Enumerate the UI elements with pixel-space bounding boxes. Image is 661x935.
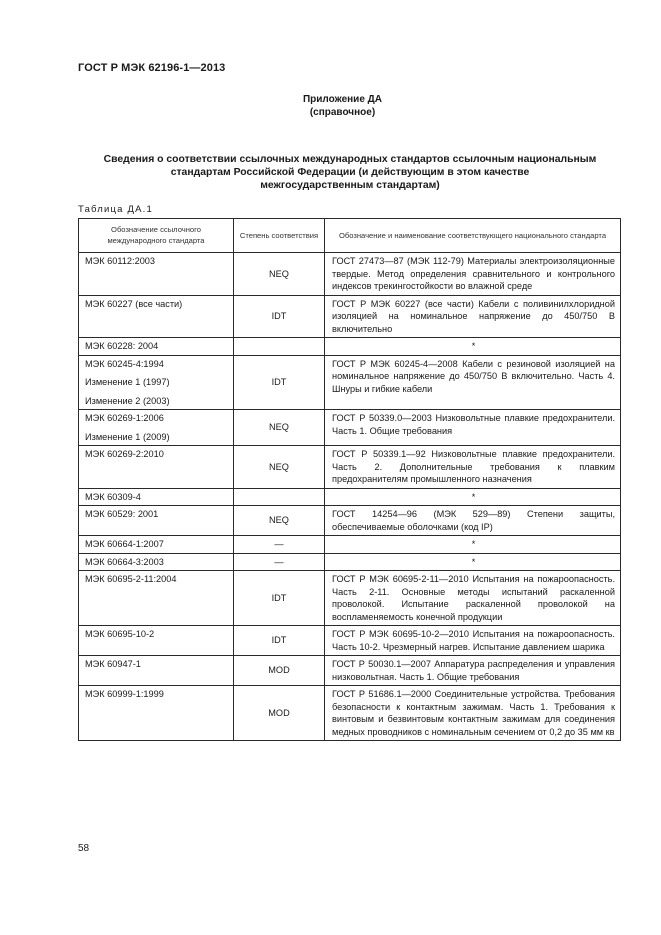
table-row — [79, 536, 621, 554]
national-standard-cell: ГОСТ Р МЭК 60695-10-2—2010 Испытания на пожароопасность. Часть 10-2. Чрезмерный нагрев. Испытание давлением шарика — [325, 626, 621, 656]
international-standard-cell — [79, 686, 234, 741]
page-number: 58 — [78, 843, 90, 854]
international-standard-ref: МЭК 60664-3:2003 — [85, 556, 164, 567]
table-row — [79, 553, 621, 571]
national-standard-cell: ГОСТ Р 50339.0—2003 Низковольтные плавкие предохранители. Часть 1. Общие требования — [325, 410, 621, 446]
international-standard-cell — [79, 553, 234, 571]
table-label: Таблица ДА.1 — [78, 204, 153, 215]
international-standard-ref: МЭК 60309-4 — [85, 491, 141, 502]
header-international-standard: Обозначение ссылочного международного стандарта — [79, 219, 234, 253]
national-standard-cell: * — [325, 488, 621, 506]
international-standard-ref: МЭК 60999-1:1999 — [85, 689, 164, 699]
table-row — [79, 656, 621, 686]
national-standard-cell: ГОСТ Р 51686.1—2000 Соединительные устройства. Требования безопасности к контактным зажимам. Часть 1. Требования к винтовым и безвинтовым контактным зажимам для соединения медных проводников с номинальным сечением от 0,2 до 35 мм кв — [325, 686, 621, 741]
correspondence-table — [78, 218, 621, 741]
international-standard-ref: МЭК 60947-1 — [85, 659, 141, 669]
degree-cell: NEQ — [234, 446, 325, 489]
international-standard-ref: МЭК 60228: 2004 — [85, 341, 159, 351]
international-standard-cell — [79, 446, 234, 489]
degree-cell: IDT — [234, 571, 325, 626]
table-row — [79, 488, 621, 506]
degree-cell: NEQ — [234, 253, 325, 296]
national-standard-cell: ГОСТ 14254—96 (МЭК 529—89) Степени защиты, обеспечиваемые оболочками (код IP) — [325, 506, 621, 536]
international-standard-cell — [79, 536, 234, 554]
table-row — [79, 295, 621, 338]
national-standard-cell: * — [325, 338, 621, 356]
international-standard-ref: МЭК 60227 (все части) — [85, 298, 183, 309]
international-standard-ref: МЭК 60695-2-11:2004 — [85, 574, 177, 584]
international-standard-cell — [79, 253, 234, 296]
table-row — [79, 446, 621, 489]
national-standard-cell: ГОСТ Р МЭК 60227 (все части) Кабели с поливинилхлоридной изоляцией на номинальное напряжение до 450/750 В включительно — [325, 295, 621, 338]
degree-cell: NEQ — [234, 410, 325, 446]
annex-title: Приложение ДА — [302, 94, 383, 105]
international-standard-cell — [79, 626, 234, 656]
international-standard-cell — [79, 656, 234, 686]
national-standard-cell: ГОСТ Р 50339.1—92 Низковольтные плавкие предохранители. Часть 2. Дополнительные требования к плавким предохранителям промышленного назначения — [325, 446, 621, 489]
amendment-ref: Изменение 2 (2003) — [85, 395, 170, 406]
international-standard-cell — [79, 338, 234, 356]
national-standard-cell: ГОСТ Р МЭК 60695-2-11—2010 Испытания на пожароопасность. Часть 2-11. Основные методы испытаний раскаленной проволокой. Испытание раскаленной проволокой на воспламеняемость конечной продукции — [325, 571, 621, 626]
header-national-standard: Обозначение и наименование соответствующего национального стандарта — [325, 219, 621, 253]
international-standard-cell — [79, 410, 234, 446]
degree-cell: MOD — [234, 686, 325, 741]
degree-cell: IDT — [234, 355, 325, 410]
international-standard-ref: МЭК 60269-2:2010 — [85, 449, 164, 459]
section-title-line-3: межгосударственным стандартам) — [260, 180, 440, 191]
international-standard-ref: МЭК 60695-10-2 — [85, 629, 155, 639]
table-row — [79, 506, 621, 536]
annex-heading — [0, 93, 661, 119]
degree-cell: — — [234, 536, 325, 554]
degree-cell — [234, 338, 325, 356]
table-row — [79, 686, 621, 741]
table-row — [79, 410, 621, 446]
international-standard-ref: МЭК 60269-1:2006 — [85, 413, 164, 423]
national-standard-cell: ГОСТ Р МЭК 60245-4—2008 Кабели с резиновой изоляцией на номинальное напряжение до 450/750 В включительно. Часть 4. Шнуры и гибкие кабели — [325, 355, 621, 410]
table-row — [79, 338, 621, 356]
section-title — [80, 153, 620, 192]
annex-note: (справочное) — [309, 107, 376, 118]
degree-cell: IDT — [234, 295, 325, 338]
table-row — [79, 626, 621, 656]
degree-cell — [234, 488, 325, 506]
international-standard-ref: МЭК 60112:2003 — [85, 256, 156, 266]
national-standard-cell: ГОСТ Р 50030.1—2007 Аппаратура распределения и управления низковольтная. Часть 1. Общие требования — [325, 656, 621, 686]
national-standard-cell: * — [325, 553, 621, 571]
degree-cell: — — [234, 553, 325, 571]
amendment-ref: Изменение 1 (2009) — [85, 431, 170, 442]
international-standard-cell — [79, 295, 234, 338]
international-standard-ref: МЭК 60245-4:1994 — [85, 358, 164, 369]
header-degree: Степень соответствия — [234, 219, 325, 253]
table-row — [79, 355, 621, 410]
national-standard-cell: ГОСТ 27473—87 (МЭК 112-79) Материалы электроизоляционные твердые. Метод определения сравнительного и контрольного индексов трекингостойкости во влажной среде — [325, 253, 621, 296]
international-standard-cell — [79, 488, 234, 506]
international-standard-cell — [79, 571, 234, 626]
table-header-row — [79, 219, 621, 253]
table-row — [79, 253, 621, 296]
international-standard-cell — [79, 355, 234, 410]
document-header: ГОСТ Р МЭК 62196-1—2013 — [78, 62, 226, 74]
section-title-line-1: Сведения о соответствии ссылочных международных стандартов ссылочным национальным — [103, 154, 597, 165]
international-standard-ref: МЭК 60664-1:2007 — [85, 539, 164, 549]
national-standard-cell: * — [325, 536, 621, 554]
amendment-ref: Изменение 1 (1997) — [85, 377, 170, 387]
section-title-line-2: стандартам Российской Федерации (и действующим в этом качестве — [170, 167, 530, 178]
degree-cell: NEQ — [234, 506, 325, 536]
international-standard-cell — [79, 506, 234, 536]
international-standard-ref: МЭК 60529: 2001 — [85, 509, 159, 519]
degree-cell: IDT — [234, 626, 325, 656]
table-row — [79, 571, 621, 626]
degree-cell: MOD — [234, 656, 325, 686]
